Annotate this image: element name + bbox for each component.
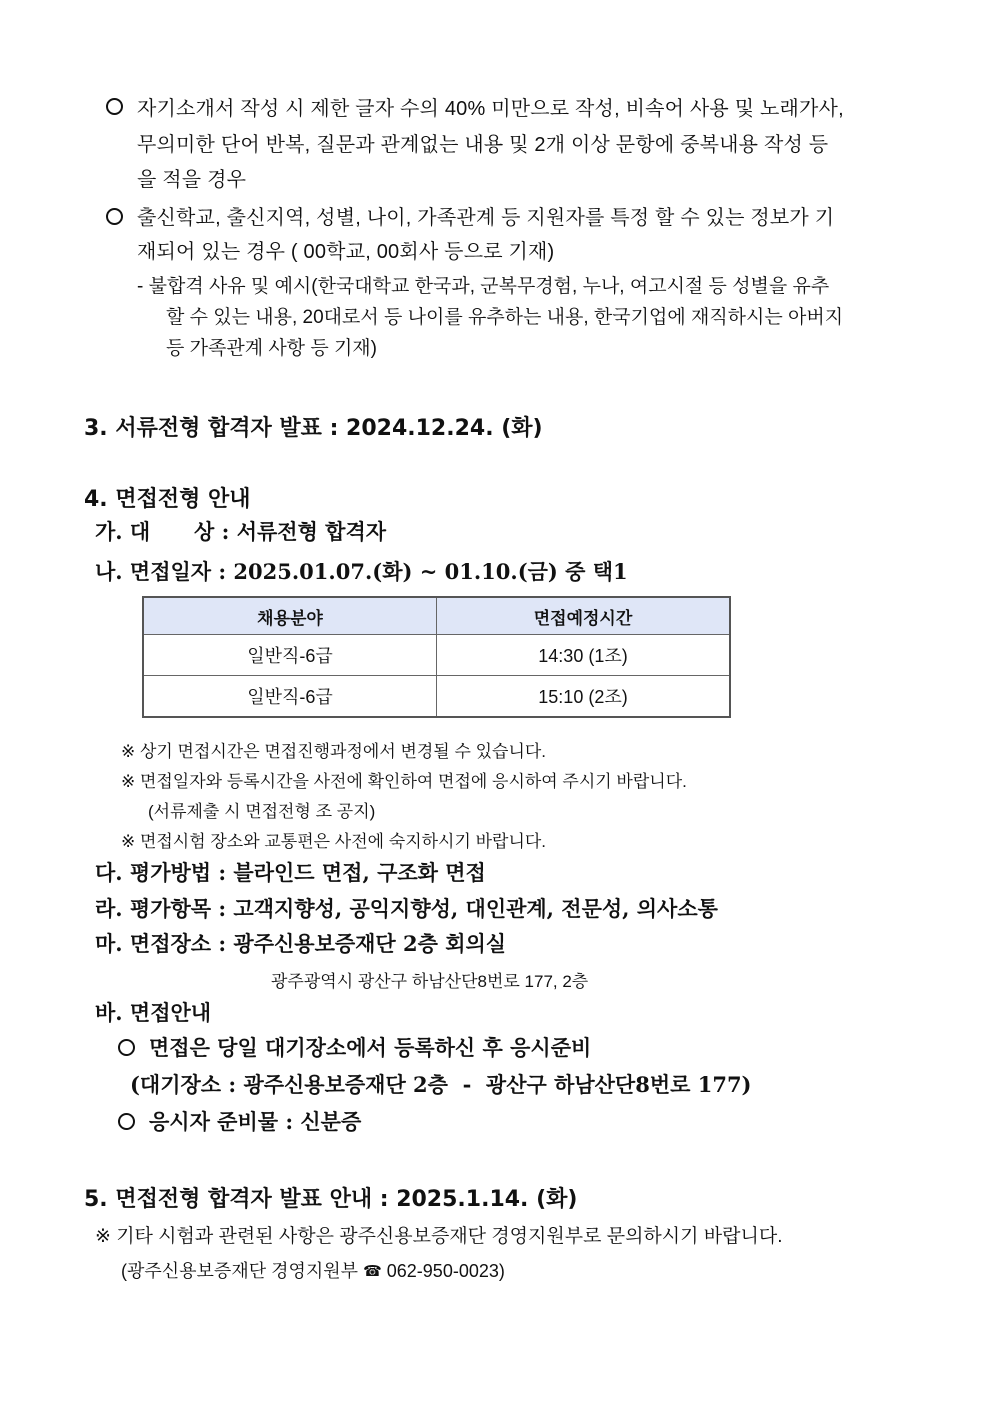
- note-1: ※ 상기 면접시간은 면접진행과정에서 변경될 수 있습니다.: [121, 742, 547, 761]
- table-header-field: 채용분야: [143, 597, 437, 635]
- table-cell-time: 14:30 (1조): [437, 635, 731, 676]
- contact-line: [121, 1257, 505, 1283]
- table-header-time: 면접예정시간: [437, 597, 731, 635]
- ba-item-1: 면접은 당일 대기장소에서 등록하신 후 응시준비: [149, 1035, 592, 1060]
- table-cell-time: 15:10 (2조): [437, 676, 731, 718]
- table-header-row: [143, 597, 730, 635]
- phone-icon: ☎: [363, 1263, 382, 1280]
- item-da: 다. 평가방법 : 블라인드 면접, 구조화 면접: [95, 860, 486, 885]
- ba-bullet-1: [118, 1038, 135, 1056]
- section-3-title: 3. 서류전형 합격자 발표 : 2024.12.24. (화): [84, 416, 543, 441]
- dash-line-3: 등 가족관계 사항 등 기재): [166, 338, 377, 359]
- ba-bullet-3: [118, 1112, 135, 1130]
- interview-schedule-table: [142, 596, 731, 718]
- note-2-sub: (서류제출 시 면접전형 조 공지): [148, 802, 376, 821]
- bullet-item-1: [106, 95, 123, 118]
- note-2: ※ 면접일자와 등록시간을 사전에 확인하여 면접에 응시하여 주시기 바랍니다.: [121, 772, 687, 791]
- contact-prefix: (광주신용보증재단 경영지원부: [121, 1261, 359, 1281]
- circle-bullet-icon: [106, 208, 123, 225]
- bullet-2-line-1: 출신학교, 출신지역, 성별, 나이, 가족관계 등 지원자를 특정 할 수 있는 정보가 기: [137, 207, 835, 229]
- circle-bullet-icon: [118, 1113, 135, 1130]
- item-na: 나. 면접일자 : 2025.01.07.(화) ~ 01.10.(금) 중 택1: [95, 559, 628, 584]
- item-ba: 바. 면접안내: [95, 1000, 212, 1025]
- ba-item-3: 응시자 준비물 : 신분증: [149, 1109, 362, 1134]
- bullet-item-2: [106, 205, 123, 228]
- bullet-2-line-2: 재되어 있는 경우 ( 00학교, 00회사 등으로 기재): [137, 241, 555, 263]
- table-row: [143, 635, 730, 676]
- ba-item-2: (대기장소 : 광주신용보증재단 2층 - 광산구 하남산단8번로 177): [130, 1072, 752, 1097]
- section-5-title: 5. 면접전형 합격자 발표 안내 : 2025.1.14. (화): [84, 1187, 578, 1212]
- interview-address: 광주광역시 광산구 하남산단8번로 177, 2층: [271, 972, 589, 991]
- table-cell-field: 일반직-6급: [143, 676, 437, 718]
- item-ga: 가. 대 상 : 서류전형 합격자: [95, 519, 387, 544]
- bullet-1-line-3: 을 적을 경우: [137, 169, 247, 191]
- item-ma: 마. 면접장소 : 광주신용보증재단 2층 회의실: [95, 931, 507, 956]
- table-cell-field: 일반직-6급: [143, 635, 437, 676]
- bullet-1-line-1: 자기소개서 작성 시 제한 글자 수의 40% 미만으로 작성, 비속어 사용 및 노래가사,: [137, 98, 844, 120]
- dash-line-2: 할 수 있는 내용, 20대로서 등 나이를 유추하는 내용, 한국기업에 재직하시는 아버지: [166, 307, 844, 328]
- circle-bullet-icon: [118, 1039, 135, 1056]
- circle-bullet-icon: [106, 98, 123, 115]
- section-4-title: 4. 면접전형 안내: [84, 487, 251, 512]
- table-row: [143, 676, 730, 718]
- contact-phone: 062-950-0023): [386, 1261, 505, 1281]
- section-5-note: ※ 기타 시험과 관련된 사항은 광주신용보증재단 경영지원부로 문의하시기 바랍니다.: [95, 1226, 783, 1247]
- item-ra: 라. 평가항목 : 고객지향성, 공익지향성, 대인관계, 전문성, 의사소통: [95, 896, 718, 921]
- dash-line-1: - 불합격 사유 및 예시(한국대학교 한국과, 군복무경험, 누나, 여고시절 등 성별을 유추: [137, 276, 830, 297]
- bullet-1-line-2: 무의미한 단어 반복, 질문과 관계없는 내용 및 2개 이상 문항에 중복내용 작성 등: [137, 134, 829, 156]
- note-3: ※ 면접시험 장소와 교통편은 사전에 숙지하시기 바랍니다.: [121, 832, 547, 851]
